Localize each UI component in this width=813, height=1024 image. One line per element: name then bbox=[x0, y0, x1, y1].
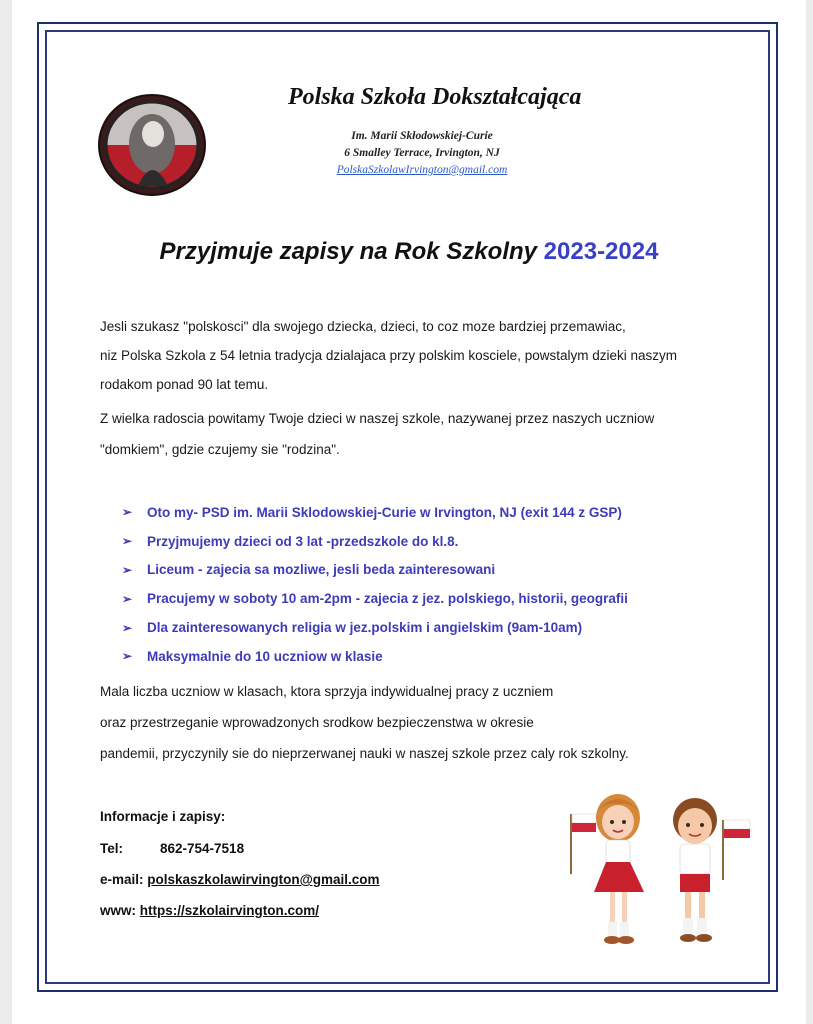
website-row bbox=[100, 903, 319, 918]
website-link[interactable]: https://szkolairvington.com/ bbox=[139, 903, 320, 918]
list-item-text: Liceum - zajecia sa mozliwe, jesli beda zainteresowani bbox=[147, 562, 496, 578]
phone-row bbox=[100, 841, 244, 856]
title-text: Przyjmuje zapisy na Rok Szkolny bbox=[159, 238, 537, 265]
children-with-flags-illustration bbox=[560, 780, 760, 956]
list-item-text: Oto my- PSD im. Marii Sklodowskiej-Curie w Irvington, NJ (exit 144 z GSP) bbox=[147, 504, 622, 520]
list-item bbox=[122, 613, 628, 642]
intro-line: rodakom ponad 90 lat temu. bbox=[100, 377, 269, 392]
list-item-text: Dla zainteresowanych religia w jez.polskim i angielskim (9am-10am) bbox=[147, 620, 583, 636]
closing-line: pandemii, przyczynily sie do nieprzerwanej nauki w naszej szkole przez caly rok szkolny. bbox=[100, 746, 629, 761]
feature-list bbox=[122, 498, 628, 671]
intro-line: Jesli szukasz "polskosci" dla swojego dziecka, dzieci, to coz moze bardziej przemawiac, bbox=[100, 319, 626, 334]
list-item bbox=[122, 642, 628, 671]
list-item bbox=[122, 498, 628, 527]
email-row bbox=[100, 872, 380, 887]
intro-line: "domkiem", gdzie czujemy sie "rodzina". bbox=[100, 442, 340, 457]
closing-line: Mala liczba uczniow w klasach, ktora sprzyja indywidualnej pracy z uczniem bbox=[100, 684, 554, 699]
list-item bbox=[122, 584, 628, 613]
list-item-text: Maksymalnie do 10 uczniow w klasie bbox=[147, 648, 383, 664]
bullet-arrow-icon: ➢ bbox=[122, 591, 133, 606]
bullet-arrow-icon: ➢ bbox=[122, 534, 133, 549]
title-year: 2023-2024 bbox=[543, 238, 659, 265]
patron-name: Im. Marii Skłodowskiej-Curie bbox=[351, 130, 493, 142]
email-label: e-mail: bbox=[100, 872, 144, 887]
closing-line: oraz przestrzeganie wprowadzonych srodkow bezpieczenstwa w okresie bbox=[100, 715, 534, 730]
school-logo-emblem bbox=[98, 94, 206, 196]
list-item bbox=[122, 556, 628, 585]
phone-label: Tel: bbox=[100, 841, 123, 856]
header-email-link[interactable]: PolskaSzkolawIrvington@gmail.com bbox=[336, 164, 508, 176]
email-link[interactable]: polskaszkolawirvington@gmail.com bbox=[147, 872, 380, 887]
website-label: www: bbox=[100, 903, 136, 918]
phone-number[interactable]: 862-754-7518 bbox=[160, 841, 245, 856]
list-item bbox=[122, 527, 628, 556]
info-heading: Informacje i zapisy: bbox=[100, 809, 226, 824]
bullet-arrow-icon: ➢ bbox=[122, 505, 133, 520]
bullet-arrow-icon: ➢ bbox=[122, 562, 133, 577]
list-item-text: Pracujemy w soboty 10 am-2pm - zajecia z jez. polskiego, historii, geografii bbox=[147, 591, 628, 607]
school-name: Polska Szkoła Dokształcająca bbox=[288, 84, 582, 110]
page-title bbox=[12, 238, 806, 266]
document-page bbox=[12, 0, 806, 1024]
bullet-arrow-icon: ➢ bbox=[122, 620, 133, 635]
bullet-arrow-icon: ➢ bbox=[122, 649, 133, 664]
intro-line: Z wielka radoscia powitamy Twoje dzieci w naszej szkole, nazywanej przez naszych uczniow bbox=[100, 411, 655, 426]
intro-line: niz Polska Szkola z 54 letnia tradycja dzialajaca przy polskim kosciele, powstalym dzieki naszym bbox=[100, 348, 677, 363]
school-address: 6 Smalley Terrace, Irvington, NJ bbox=[344, 147, 500, 159]
list-item-text: Przyjmujemy dzieci od 3 lat -przedszkole do kl.8. bbox=[147, 533, 459, 549]
